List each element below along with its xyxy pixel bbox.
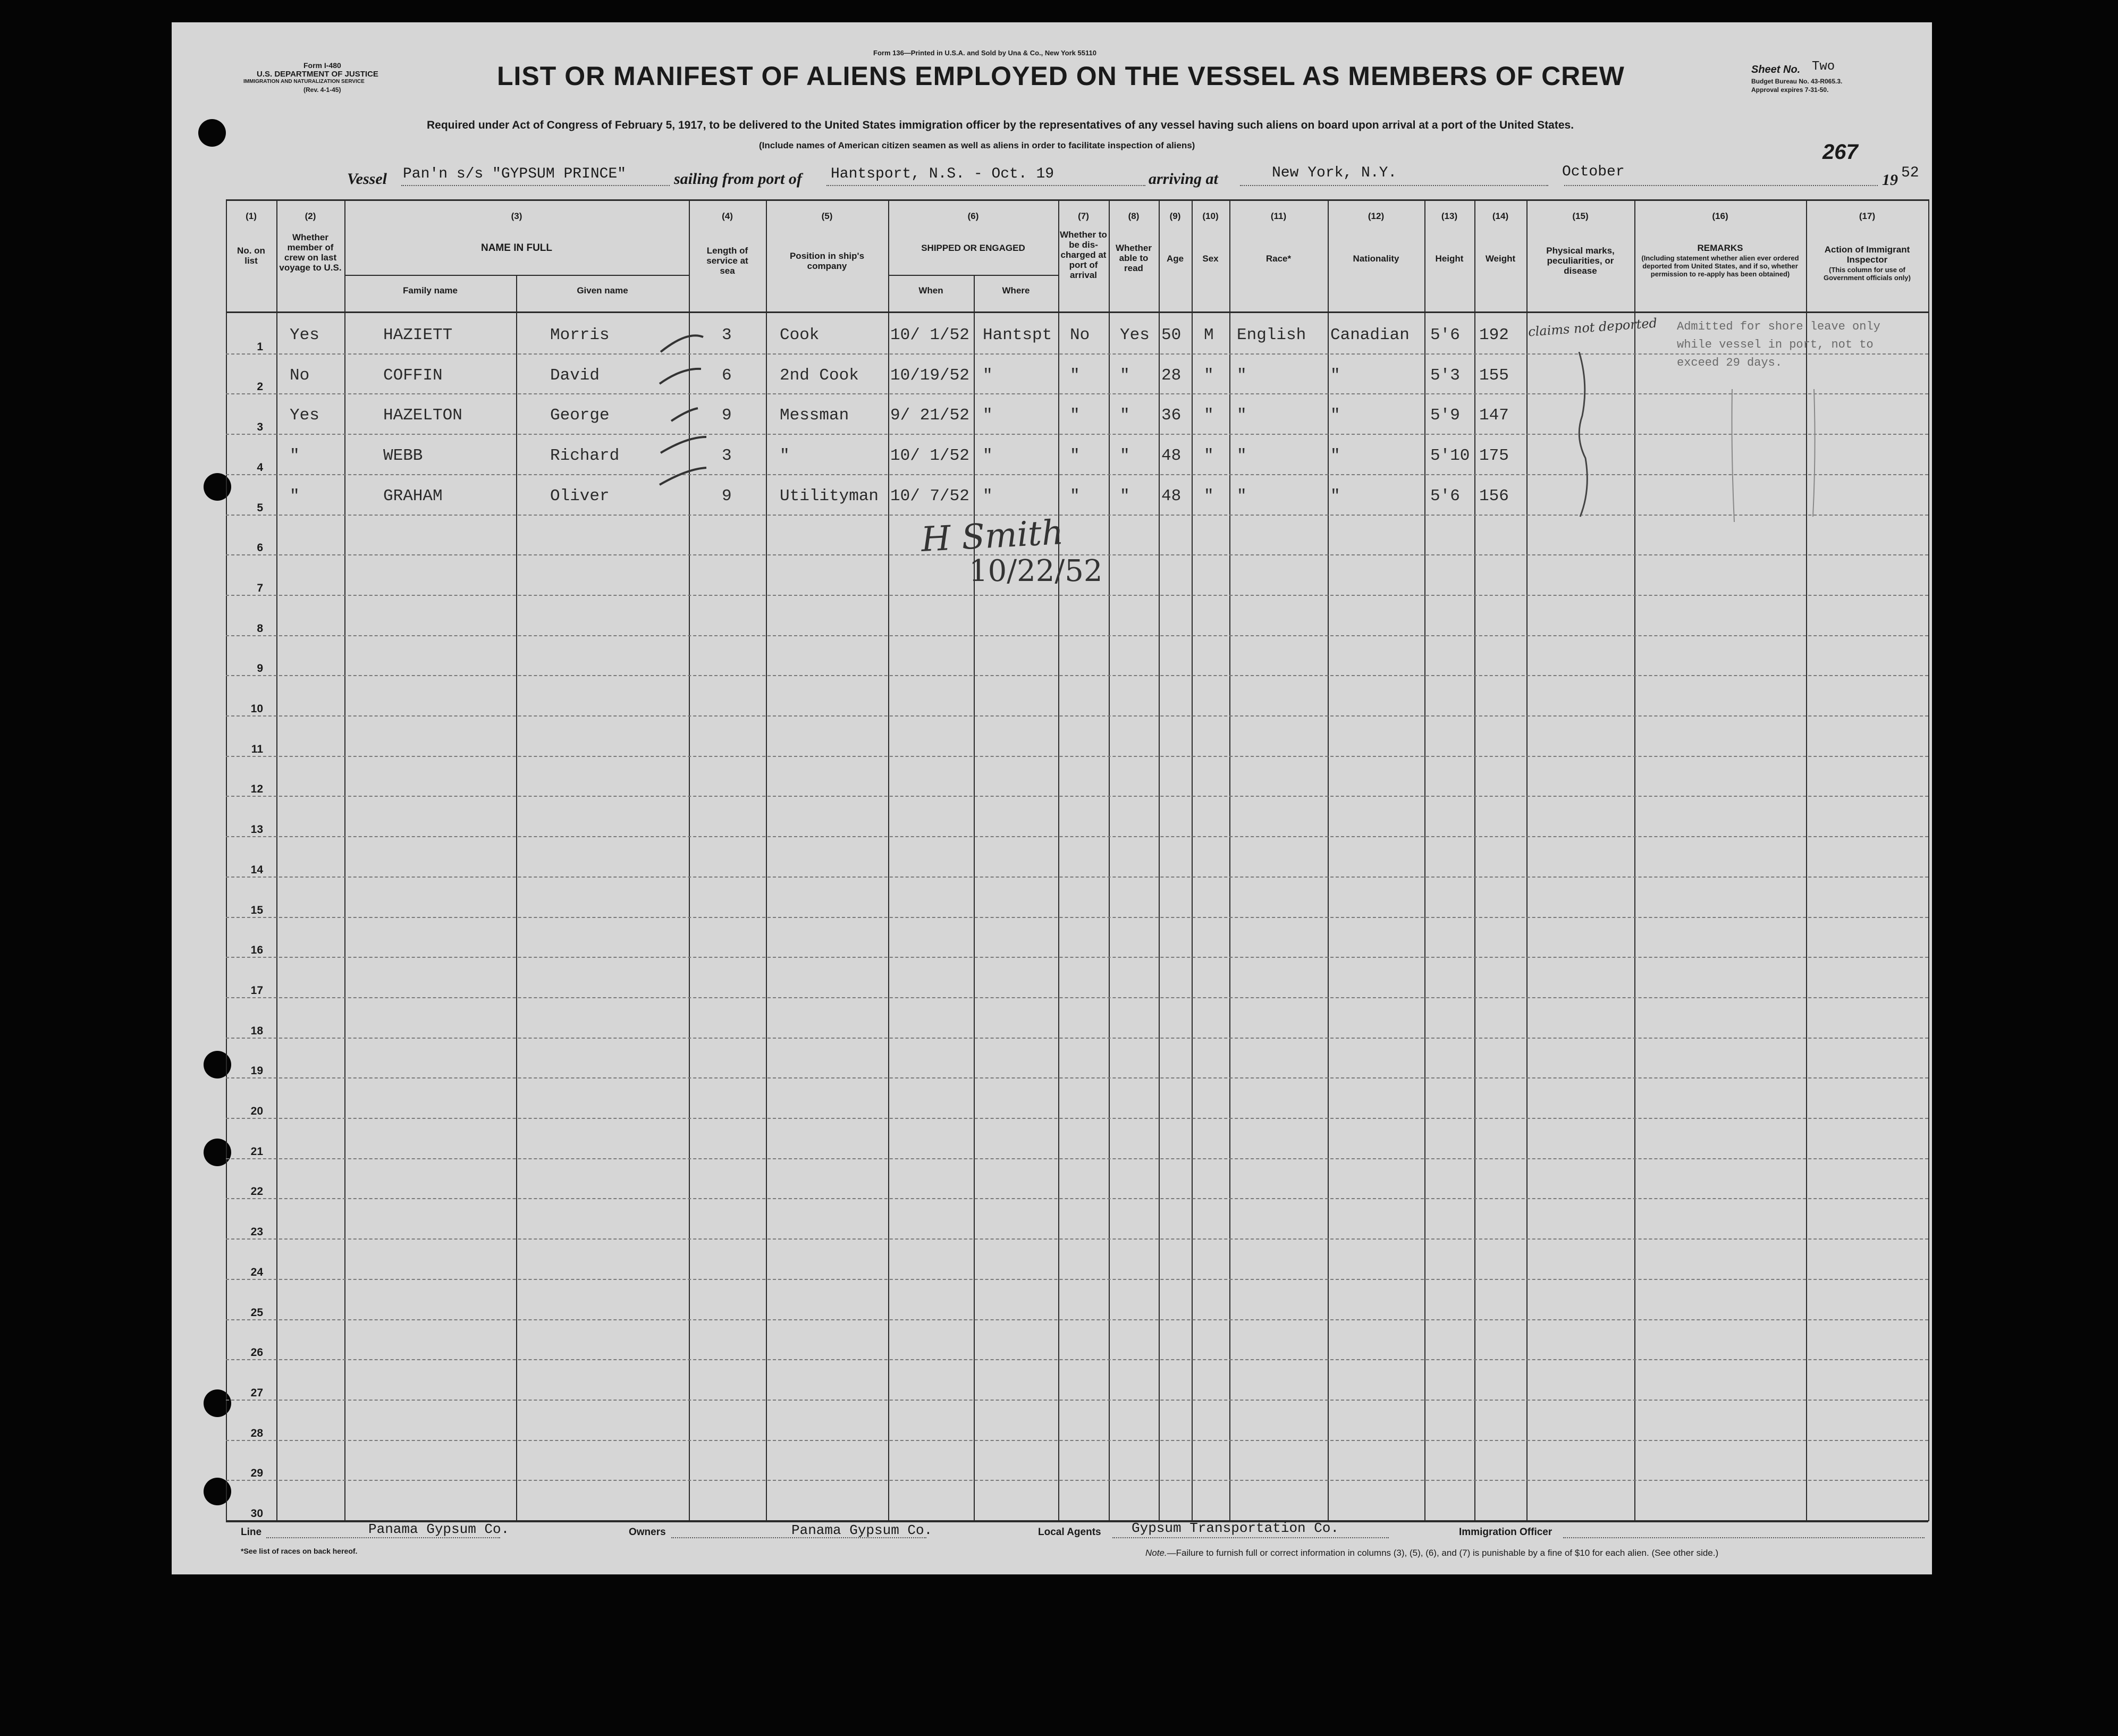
header-where: Where <box>1002 285 1030 296</box>
arriving-port: New York, N.Y. <box>1272 165 1397 181</box>
col-num-4: (4) <box>722 211 733 221</box>
crew-read-cell: Yes <box>1120 326 1150 344</box>
crew-last-voyage-cell: Yes <box>290 326 319 344</box>
crew-read-cell: " <box>1120 446 1130 466</box>
footer-note <box>1145 1548 1718 1558</box>
col-num-13: (13) <box>1441 211 1458 221</box>
col-num-17: (17) <box>1859 211 1876 221</box>
header-physical-marks: Physical marks, peculiarities, or disease <box>1546 246 1615 276</box>
check-marks <box>650 309 724 517</box>
footer-owners-value: Panama Gypsum Co. <box>791 1522 933 1538</box>
crew-given-cell: George <box>550 406 610 425</box>
row-number: 5 <box>257 501 263 514</box>
row-number: 7 <box>257 582 263 594</box>
row-number: 30 <box>250 1507 263 1520</box>
row-number: 8 <box>257 622 263 635</box>
races-note: *See list of races on back hereof. <box>241 1547 358 1555</box>
col-num-16: (16) <box>1712 211 1728 221</box>
row-number: 16 <box>250 944 263 957</box>
page-number: 267 <box>1822 140 1858 164</box>
remarks-line-3: exceed 29 days. <box>1677 356 1783 369</box>
crew-race-cell: " <box>1237 406 1247 425</box>
sheet-label: Sheet No. <box>1751 64 1801 75</box>
crew-last-voyage-cell: Yes <box>290 406 319 425</box>
crew-height-cell: 5'6 <box>1430 326 1460 344</box>
bracket-mark <box>1575 352 1596 522</box>
crew-discharged-cell: " <box>1070 486 1080 505</box>
crew-age-cell: 48 <box>1161 486 1182 505</box>
crew-height-cell: 5'3 <box>1430 366 1460 385</box>
crew-race-cell: English <box>1237 326 1306 344</box>
col-num-5: (5) <box>821 211 833 221</box>
header-inspector: Action of Immigrant Inspector <box>1824 245 1910 265</box>
crew-given-cell: Richard <box>550 446 620 466</box>
col-num-1: (1) <box>246 211 257 221</box>
header-position: Position in ship's company <box>789 251 865 271</box>
crew-where-cell: " <box>983 446 993 466</box>
row-number: 13 <box>250 823 263 836</box>
crew-sex-cell: " <box>1204 486 1214 505</box>
col-num-11: (11) <box>1270 211 1287 221</box>
header-able-to-read: Whether able to read <box>1116 243 1152 273</box>
row-number: 2 <box>257 381 263 393</box>
crew-when-cell: 9/ 21/52 <box>890 406 969 425</box>
crew-given-cell: Oliver <box>550 486 610 505</box>
header-family-name: Family name <box>403 285 458 296</box>
crew-discharged-cell: " <box>1070 406 1080 425</box>
crew-nationality-cell: " <box>1330 446 1340 466</box>
crew-sex-cell: M <box>1204 326 1214 344</box>
row-number: 29 <box>250 1467 263 1480</box>
crew-when-cell: 10/ 1/52 <box>890 446 969 466</box>
physical-note: claims not deported <box>1528 315 1658 340</box>
crew-age-cell: 36 <box>1161 406 1182 425</box>
row-number: 15 <box>250 904 263 916</box>
crew-entries <box>172 22 1932 1574</box>
crew-last-voyage-cell: " <box>290 446 300 466</box>
arrival-month: October <box>1562 164 1625 180</box>
col-num-12: (12) <box>1368 211 1385 221</box>
crew-given-cell: Morris <box>550 326 610 344</box>
row-number: 20 <box>250 1105 263 1117</box>
crew-nationality-cell: " <box>1330 486 1340 505</box>
col-num-3: (3) <box>511 211 522 221</box>
subtitle: Required under Act of Congress of February 5, 1917, to be delivered to the United States immigration officer by the representatives of any vessel having such aliens on board upon arrival at a port of the United States. <box>427 119 1574 131</box>
row-number: 23 <box>250 1226 263 1238</box>
crew-position-cell: 2nd Cook <box>780 366 859 385</box>
crew-where-cell: Hantspt <box>983 326 1052 344</box>
form-number: Form I-480 <box>303 61 341 70</box>
crew-service-cell: 3 <box>722 446 732 466</box>
crew-weight-cell: 155 <box>1479 366 1509 385</box>
row-number: 11 <box>251 743 263 755</box>
crew-last-voyage-cell: No <box>290 366 310 385</box>
col-num-8: (8) <box>1128 211 1140 221</box>
crew-when-cell: 10/19/52 <box>890 366 969 385</box>
department: U.S. DEPARTMENT OF JUSTICE <box>257 70 378 79</box>
crew-last-voyage-cell: " <box>290 486 300 505</box>
sailing-port: Hantsport, N.S. - Oct. 19 <box>831 166 1054 182</box>
crew-family-cell: WEBB <box>383 446 423 466</box>
note-text: —Failure to furnish full or correct information in columns (3), (5), (6), and (7) is punishable by a fine of $10 for each alien. <box>1167 1548 1649 1558</box>
crew-read-cell: " <box>1120 366 1130 385</box>
crew-family-cell: HAZELTON <box>383 406 462 425</box>
crew-when-cell: 10/ 1/52 <box>890 326 969 344</box>
row-number: 28 <box>250 1427 263 1439</box>
crew-position-cell: Utilityman <box>780 486 879 505</box>
header-height: Height <box>1435 254 1464 264</box>
header-remarks-note: (Including statement whether alien ever ordered deported from United States, and if so, whether permission to re-apply has been obtained) <box>1641 254 1799 278</box>
crew-family-cell: GRAHAM <box>383 486 443 505</box>
crew-age-cell: 28 <box>1161 366 1182 385</box>
header-weight: Weight <box>1485 254 1516 264</box>
crew-discharged-cell: " <box>1070 366 1080 385</box>
row-number: 14 <box>250 863 263 876</box>
row-number: 19 <box>250 1065 263 1077</box>
crew-where-cell: " <box>983 406 993 425</box>
col-num-9: (9) <box>1169 211 1181 221</box>
crew-family-cell: HAZIETT <box>383 326 453 344</box>
crew-height-cell: 5'10 <box>1430 446 1470 466</box>
crew-weight-cell: 147 <box>1479 406 1509 425</box>
header-when: When <box>918 285 943 296</box>
header-discharged: Whether to be dis-charged at port of arrival <box>1060 230 1107 280</box>
sheet-value: Two <box>1812 60 1835 74</box>
remarks-line-1: Admitted for shore leave only <box>1677 320 1880 333</box>
crew-age-cell: 50 <box>1161 326 1182 344</box>
row-number: 26 <box>250 1346 263 1359</box>
header-name-in-full: NAME IN FULL <box>480 242 553 254</box>
header-no-on-list: No. on list <box>237 246 265 266</box>
row-number: 3 <box>257 421 263 434</box>
header-length-service: Length of service at sea <box>706 246 748 276</box>
arriving-label: arriving at <box>1149 170 1218 188</box>
header-shipped-engaged: SHIPPED OR ENGAGED <box>921 243 1025 253</box>
row-number: 27 <box>250 1386 263 1399</box>
crew-when-cell: 10/ 7/52 <box>890 486 969 505</box>
crew-read-cell: " <box>1120 486 1130 505</box>
crew-weight-cell: 175 <box>1479 446 1509 466</box>
header-age: Age <box>1166 254 1184 264</box>
remarks-line-2: while vessel in port, not to <box>1677 338 1874 351</box>
footer-agents-value: Gypsum Transportation Co. <box>1132 1520 1339 1536</box>
printer-note: Form 136—Printed in U.S.A. and Sold by Una & Co., New York 55110 <box>873 49 1096 57</box>
vessel-name: Pan'n s/s "GYPSUM PRINCE" <box>403 166 627 182</box>
footer-line-value: Panama Gypsum Co. <box>368 1521 510 1537</box>
header-given-name: Given name <box>577 285 628 296</box>
col-num-14: (14) <box>1492 211 1509 221</box>
crew-position-cell: " <box>780 446 790 466</box>
row-number: 25 <box>250 1306 263 1319</box>
header-last-voyage: Whether member of crew on last voyage to U.S. <box>279 232 342 273</box>
sailing-label: sailing from port of <box>674 170 802 188</box>
row-number: 17 <box>250 984 263 997</box>
row-number: 22 <box>250 1185 263 1198</box>
crew-sex-cell: " <box>1204 406 1214 425</box>
crew-height-cell: 5'6 <box>1430 486 1460 505</box>
row-number: 6 <box>257 542 263 554</box>
crew-where-cell: " <box>983 366 993 385</box>
approval-date: Approval expires 7-31-50. <box>1751 86 1829 94</box>
crew-age-cell: 48 <box>1161 446 1182 466</box>
footer-line-label: Line <box>241 1527 262 1538</box>
footer-agents-label: Local Agents <box>1038 1527 1101 1538</box>
row-number: 24 <box>250 1266 263 1278</box>
header-nationality: Nationality <box>1353 254 1399 264</box>
col-num-15: (15) <box>1572 211 1589 221</box>
subtitle-note: (Include names of American citizen seamen as well as aliens in order to facilitate inspection of aliens) <box>759 140 1195 150</box>
remarks-ditto-lines <box>1729 389 1835 527</box>
crew-weight-cell: 156 <box>1479 486 1509 505</box>
row-number: 18 <box>250 1024 263 1037</box>
see-other-side: (See other side.) <box>1651 1548 1719 1558</box>
crew-height-cell: 5'9 <box>1430 406 1460 425</box>
page-title: LIST OR MANIFEST OF ALIENS EMPLOYED ON THE VESSEL AS MEMBERS OF CREW <box>497 61 1625 91</box>
crew-race-cell: " <box>1237 366 1247 385</box>
crew-sex-cell: " <box>1204 446 1214 466</box>
signature-date: 10/22/52 <box>969 554 1103 588</box>
col-num-10: (10) <box>1202 211 1219 221</box>
crew-position-cell: Messman <box>780 406 849 425</box>
service-name: IMMIGRATION AND NATURALIZATION SERVICE <box>243 79 365 85</box>
crew-service-cell: 6 <box>722 366 732 385</box>
col-num-7: (7) <box>1078 211 1089 221</box>
signature: H Smith <box>920 513 1065 560</box>
row-number: 12 <box>250 783 263 796</box>
year-value: 52 <box>1901 165 1919 181</box>
crew-nationality-cell: Canadian <box>1330 326 1410 344</box>
crew-read-cell: " <box>1120 406 1130 425</box>
crew-service-cell: 9 <box>722 406 732 425</box>
crew-service-cell: 3 <box>722 326 732 344</box>
vessel-label: Vessel <box>347 170 387 188</box>
crew-position-cell: Cook <box>780 326 820 344</box>
crew-family-cell: COFFIN <box>383 366 443 385</box>
crew-race-cell: " <box>1237 446 1247 466</box>
crew-given-cell: David <box>550 366 600 385</box>
crew-service-cell: 9 <box>722 486 732 505</box>
crew-sex-cell: " <box>1204 366 1214 385</box>
footer-officer-label: Immigration Officer <box>1459 1527 1552 1538</box>
crew-discharged-cell: " <box>1070 446 1080 466</box>
crew-nationality-cell: " <box>1330 366 1340 385</box>
header-race: Race* <box>1265 254 1292 264</box>
crew-discharged-cell: No <box>1070 326 1090 344</box>
crew-nationality-cell: " <box>1330 406 1340 425</box>
row-number: 4 <box>257 461 263 474</box>
col-num-2: (2) <box>305 211 316 221</box>
year-prefix: 19 <box>1882 171 1898 189</box>
manifest-sheet <box>172 22 1932 1574</box>
header-inspector-note: (This column for use of Government officials only) <box>1824 266 1911 282</box>
row-number: 1 <box>257 340 263 353</box>
crew-weight-cell: 192 <box>1479 326 1509 344</box>
crew-race-cell: " <box>1237 486 1247 505</box>
note-label: Note. <box>1145 1548 1167 1558</box>
row-number: 10 <box>250 703 263 715</box>
header-remarks: REMARKS <box>1697 243 1743 253</box>
col-num-6: (6) <box>967 211 979 221</box>
row-number: 21 <box>250 1145 263 1158</box>
header-sex: Sex <box>1202 254 1219 264</box>
crew-where-cell: " <box>983 486 993 505</box>
footer-owners-label: Owners <box>629 1527 666 1538</box>
budget-number: Budget Bureau No. 43-R065.3. <box>1751 78 1843 85</box>
row-number: 9 <box>257 662 263 675</box>
revision: (Rev. 4-1-45) <box>303 86 341 94</box>
